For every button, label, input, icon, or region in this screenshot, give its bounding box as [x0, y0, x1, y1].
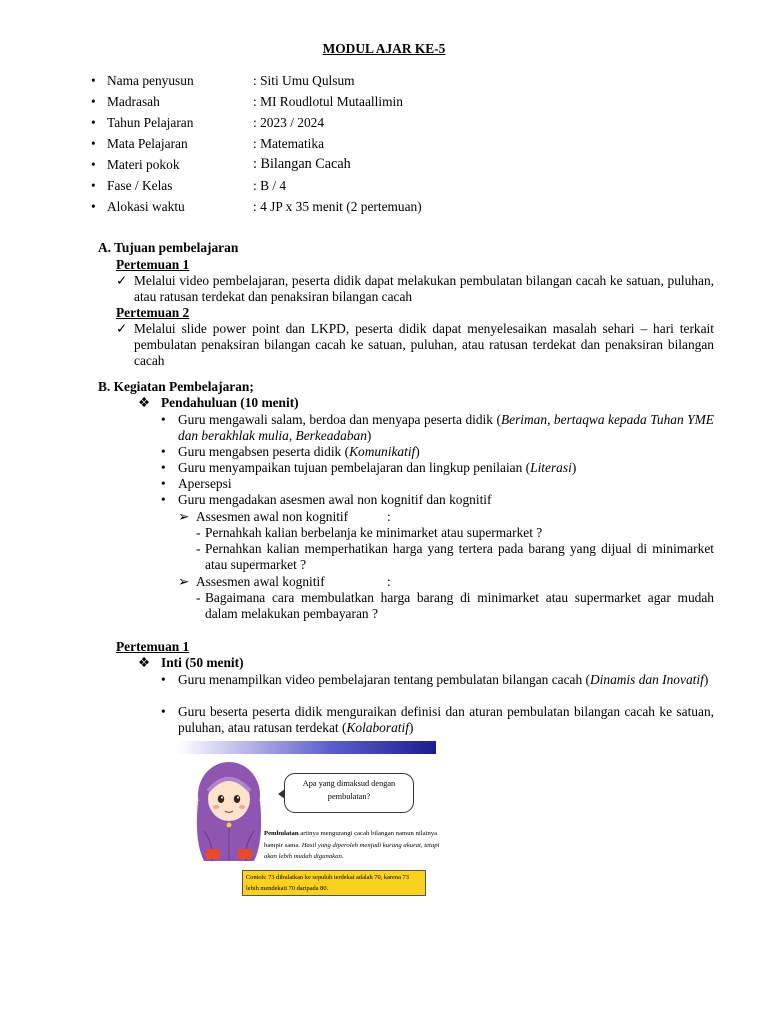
metadata-label: Materi pokok: [107, 157, 180, 172]
arrow-bullet-icon: ➢: [178, 574, 190, 589]
dash-bullet: -: [196, 590, 201, 605]
metadata-row: [91, 154, 691, 175]
gradient-header-bar: [178, 741, 436, 754]
tujuan-pertemuan-2-text: Melalui slide power point dan LKPD, peserta didik dapat menyelesaikan masalah sehari – hari terkait pembulatan penaksiran bilangan cacah ke satuan, puluhan, atau ratusan terdekat dan penaksiran bilangan cacah: [134, 321, 714, 369]
inti-item: Guru menampilkan video pembelajaran tentang pembulatan bilangan cacah (Dinamis dan Inovatif): [178, 672, 709, 687]
bullet-dot-icon: •: [91, 136, 96, 151]
metadata-label: Fase / Kelas: [107, 178, 173, 193]
metadata-row: [91, 196, 691, 217]
metadata-label: Madrasah: [107, 94, 160, 109]
metadata-label: Alokasi waktu: [107, 199, 185, 214]
metadata-row: [91, 91, 691, 112]
bullet-dot-icon: •: [91, 115, 96, 130]
document-title: MODUL AJAR KE-5: [322, 41, 446, 56]
metadata-value: : B / 4: [253, 178, 287, 193]
bullet-dot-icon: •: [91, 157, 96, 172]
checkmark-icon: ✓: [116, 273, 128, 288]
bullet-dot-icon: •: [91, 94, 96, 109]
asesmen-kognitif-label: Assesmen awal kognitif: [196, 574, 325, 589]
pendahuluan-item: Apersepsi: [178, 476, 232, 491]
contoh-note-box: Contoh: 73 dibulatkan ke sepuluh terdekat adalah 70, karena 73 lebih mendekati 70 daripada 80.: [242, 870, 426, 896]
bullet-dot-icon: •: [161, 412, 166, 427]
metadata-label: Mata Pelajaran: [107, 136, 188, 151]
dash-bullet: -: [196, 541, 201, 556]
metadata-label: Tahun Pelajaran: [107, 115, 194, 130]
inti-heading: Inti (50 menit): [161, 655, 244, 670]
metadata-row: [91, 70, 691, 91]
metadata-value: : Matematika: [253, 136, 325, 151]
asesmen-question: Pernahkah kalian berbelanja ke minimarket atau supermarket ?: [205, 525, 543, 540]
pertemuan-1-heading: Pertemuan 1: [116, 257, 190, 272]
metadata-label: Nama penyusun: [107, 73, 194, 88]
asesmen-non-kognitif-label: Assesmen awal non kognitif: [196, 509, 349, 524]
bullet-dot-icon: •: [161, 460, 166, 475]
pertemuan-1-inti-heading: Pertemuan 1: [116, 639, 190, 654]
pendahuluan-heading: Pendahuluan (10 menit): [161, 395, 299, 410]
pendahuluan-item: Guru mengadakan asesmen awal non kognitif dan kognitif: [178, 492, 492, 507]
pendahuluan-item: Guru mengawali salam, berdoa dan menyapa peserta didik (Beriman, bertaqwa kepada Tuhan YME dan berakhlak mulia, Berkeadaban): [178, 412, 714, 444]
pertemuan-2-heading: Pertemuan 2: [116, 305, 190, 320]
diamond-bullet-icon: ❖: [138, 655, 151, 670]
bullet-dot-icon: •: [161, 704, 166, 719]
bullet-dot-icon: •: [91, 178, 96, 193]
diamond-bullet-icon: ❖: [138, 395, 151, 410]
metadata-value: : 4 JP x 35 menit (2 pertemuan): [253, 199, 422, 214]
metadata-row: [91, 133, 691, 154]
asesmen-question: Pernahkan kalian memperhatikan harga yang tertera pada barang yang dijual di minimarket atau supermarket ?: [205, 541, 714, 573]
colon: :: [387, 509, 391, 524]
bullet-dot-icon: •: [161, 672, 166, 687]
bullet-dot-icon: •: [91, 199, 96, 214]
metadata-value: : MI Roudlotul Mutaallimin: [253, 94, 403, 109]
metadata-list: [91, 70, 691, 217]
tujuan-pertemuan-1-text: Melalui video pembelajaran, peserta didik dapat melakukan pembulatan bilangan cacah ke satuan, puluhan, atau ratusan terdekat dan penaksiran bilangan cacah: [134, 273, 714, 305]
pembulatan-illustration: [178, 741, 438, 901]
metadata-row: [91, 112, 691, 133]
speech-bubble: Apa yang dimaksud dengan pembulatan?: [284, 773, 414, 813]
inti-item: Guru beserta peserta didik menguraikan definisi dan aturan pembulatan bilangan cacah ke satuan, puluhan, atau ratusan terdekat (Kolaboratif): [178, 704, 714, 736]
section-b-heading: B. Kegiatan Pembelajaran;: [98, 379, 254, 394]
checkmark-icon: ✓: [116, 321, 128, 336]
asesmen-question: Bagaimana cara membulatkan harga barang di minimarket atau supermarket agar mudah dalam melakukan pembayaran ?: [205, 590, 714, 622]
metadata-value: : 2023 / 2024: [253, 115, 325, 130]
bullet-dot-icon: •: [161, 444, 166, 459]
pendahuluan-item: Guru menyampaikan tujuan pembelajaran dan lingkup penilaian (Literasi): [178, 460, 577, 475]
dash-bullet: -: [196, 525, 201, 540]
pembulatan-definition: Pembulatan artinya mengurangi cacah bilangan namun nilainya hampir sama. Hasil yang diperoleh menjadi kurang akurat, tetapi akan lebih mudah digunakan.: [264, 830, 440, 860]
bullet-dot-icon: •: [161, 476, 166, 491]
bullet-dot-icon: •: [91, 73, 96, 88]
metadata-value: : Bilangan Cacah: [253, 156, 351, 172]
girl-character-icon: [190, 761, 268, 865]
arrow-bullet-icon: ➢: [178, 509, 190, 524]
metadata-value: : Siti Umu Qulsum: [253, 73, 355, 88]
colon: :: [387, 574, 391, 589]
pendahuluan-item: Guru mengabsen peserta didik (Komunikatif): [178, 444, 420, 459]
section-a-heading: A. Tujuan pembelajaran: [98, 240, 239, 255]
bullet-dot-icon: •: [161, 492, 166, 507]
metadata-row: [91, 175, 691, 196]
